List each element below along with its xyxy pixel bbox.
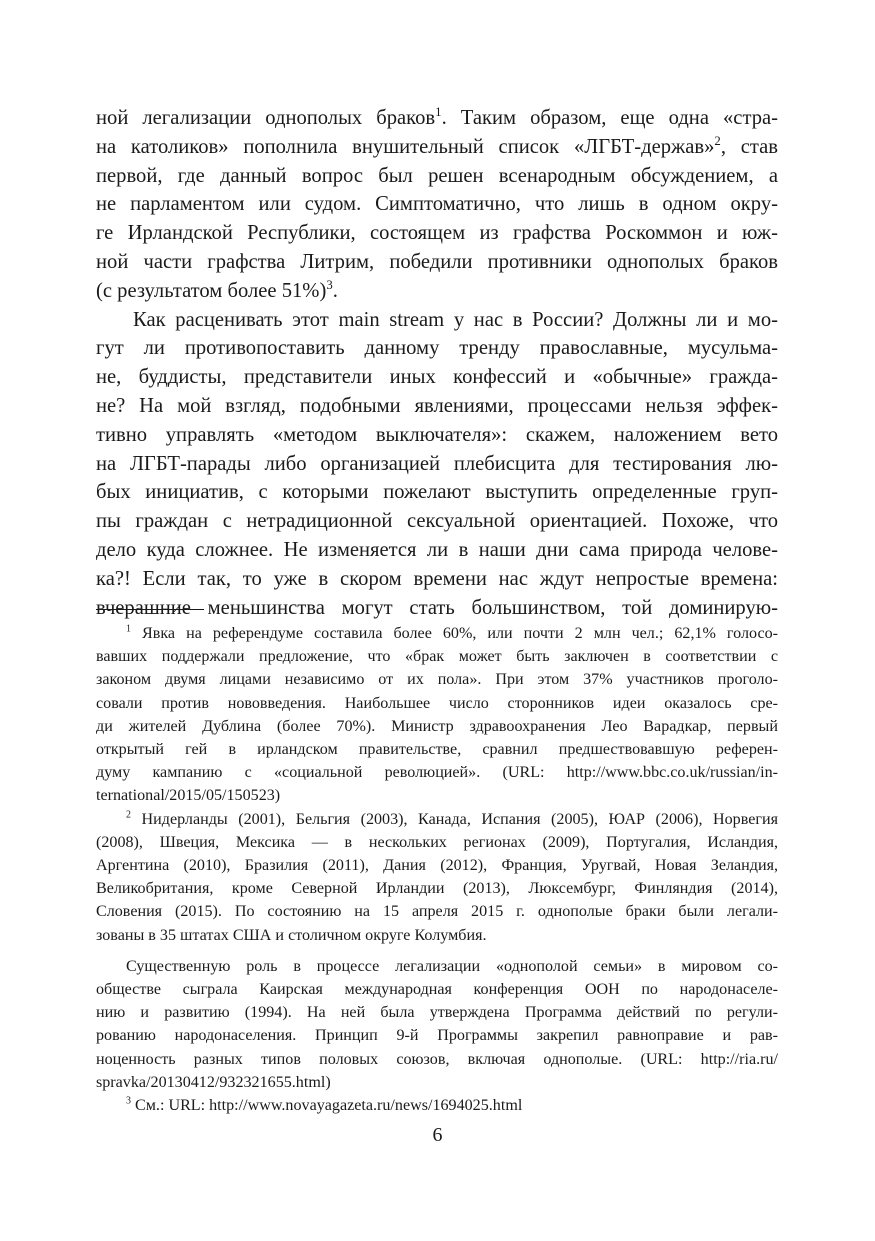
text-line: $^1$ Явка на референдуме составила более 60%, или почти 2 млн чел.; 62,1% голосо- <box>126 623 778 642</box>
text-line: ной легализации однополых браков$^1$. Таким образом, еще одна «стра- <box>96 105 778 129</box>
text-line: вчерашние меньшинства могут стать большинством, той доминирую- <box>96 596 778 619</box>
text-line: ге Ирландской Республики, состоящем из графства Роскоммон и юж- <box>96 222 778 245</box>
text-line: spravka/20130412/932321655.html) <box>96 1073 331 1091</box>
text-line: Словения (2015). По состоянию на 15 апреля 2015 г. однополые браки были легали- <box>96 903 778 921</box>
text-line: нию и развитию (1994). На ней была утверждена Программа действий по регули- <box>96 1004 778 1022</box>
text-line: ной части графства Литрим, победили противники однополых браков <box>96 250 778 273</box>
text-line: совали против нововведения. Наибольшее число сторонников идеи оказалось сре- <box>96 694 778 712</box>
page-number: 6 <box>432 1124 443 1146</box>
text-line: на ЛГБТ-парады либо организацией плебисцита для тестирования лю- <box>96 452 778 475</box>
footnotes <box>96 622 778 1117</box>
text-line: (с результатом более 51%)$^3$. <box>96 277 338 302</box>
footnote-ref-1: 1 <box>435 105 442 120</box>
text-line: Как расценивать этот main stream у нас в России? Должны ли и мо- <box>133 308 778 331</box>
text-line: дело куда сложнее. Не изменяется ли в наши дни сама природа челове- <box>96 538 778 561</box>
footnote-ref-3: 3 <box>326 277 333 292</box>
footnote-marker: 2 <box>126 809 131 821</box>
text-line: Великобритания, кроме Северной Ирландии (2013), Люксембург, Финляндия (2014), <box>96 880 778 898</box>
footnote-2 <box>96 808 778 1094</box>
text-line: не парламентом или судом. Симптоматично, что лишь в одном окру- <box>96 193 778 216</box>
text-line: пы граждан с нетрадиционной сексуальной ориентацией. Похоже, что <box>96 510 778 533</box>
text-line: Аргентина (2010), Бразилия (2011), Дания (2012), Франция, Уругвай, Новая Зеландия, <box>96 857 778 875</box>
text-line: ноценность разных типов половых союзов, включая однополые. (URL: http://ria.ru/ <box>96 1050 778 1068</box>
footnote-1 <box>96 622 778 808</box>
text-line: $^3$ См.: URL: http://www.novayagazeta.ru/news/1694025.html <box>126 1095 523 1115</box>
text-line: ка?! Если так, то уже в скором времени нас ждут непростые времена: <box>96 567 778 590</box>
footnote-ref-2: 2 <box>714 133 721 148</box>
text-line: законом двумя лицами независимо от их пола». При этом 37% участников проголо- <box>96 671 778 689</box>
paragraph-2 <box>96 306 778 623</box>
footnote-separator <box>96 609 204 610</box>
main-text <box>96 104 778 622</box>
text-line: Существенную роль в процессе легализации «однополой семьи» в мировом со- <box>126 957 778 975</box>
text-line: ди жителей Дублина (более 70%). Министр здравоохранения Лео Варадкар, первый <box>96 717 778 735</box>
text-line: вавших поддержали предложение, что «брак может быть заключен в соответствии с <box>96 648 778 666</box>
footnote-marker: 3 <box>126 1095 131 1107</box>
text-line: зованы в 35 штатах США и столичном округе Колумбия. <box>96 926 487 944</box>
text-line: на католиков» пополнила внушительный список «ЛГБТ-держав»$^2$, став <box>96 133 778 158</box>
text-line: $^2$ Нидерланды (2001), Бельгия (2003), Канада, Испания (2005), ЮАР (2006), Норвегия <box>126 809 778 828</box>
text-line: открытый гей в ирландском правительстве, сравнил предшествовавшую референ- <box>96 741 778 759</box>
text-line: бых инициатив, с которыми пожелают выступить определенные груп- <box>96 481 778 504</box>
text-line: рованию народонаселения. Принцип 9-й Программы закрепил равноправие и рав- <box>96 1027 778 1045</box>
text-line: гут ли противопоставить данному тренду православные, мусульма- <box>96 337 778 360</box>
text-line: обществе сыграла Каирская международная конференция ООН по народонаселе- <box>96 981 778 999</box>
text-line: не, буддисты, представители иных конфессий и «обычные» гражда- <box>96 366 778 389</box>
footnote-3 <box>96 1094 778 1117</box>
text-line: не? На мой взгляд, подобными явлениями, процессами нельзя эффек- <box>96 394 778 417</box>
text-line: думу кампанию с «социальной революцией». (URL: http://www.bbc.co.uk/russian/in- <box>96 764 778 782</box>
text-line: тивно управлять «методом выключателя»: скажем, наложением вето <box>96 423 778 446</box>
paragraph-1 <box>96 104 778 306</box>
footnote-marker: 1 <box>126 623 131 635</box>
text-line: первой, где данный вопрос был решен всенародным обсуждением, а <box>96 164 778 187</box>
text-line: ternational/2015/05/150523) <box>96 787 281 805</box>
text-line: (2008), Швеция, Мексика — в нескольких регионах (2009), Португалия, Исландия, <box>96 833 778 851</box>
